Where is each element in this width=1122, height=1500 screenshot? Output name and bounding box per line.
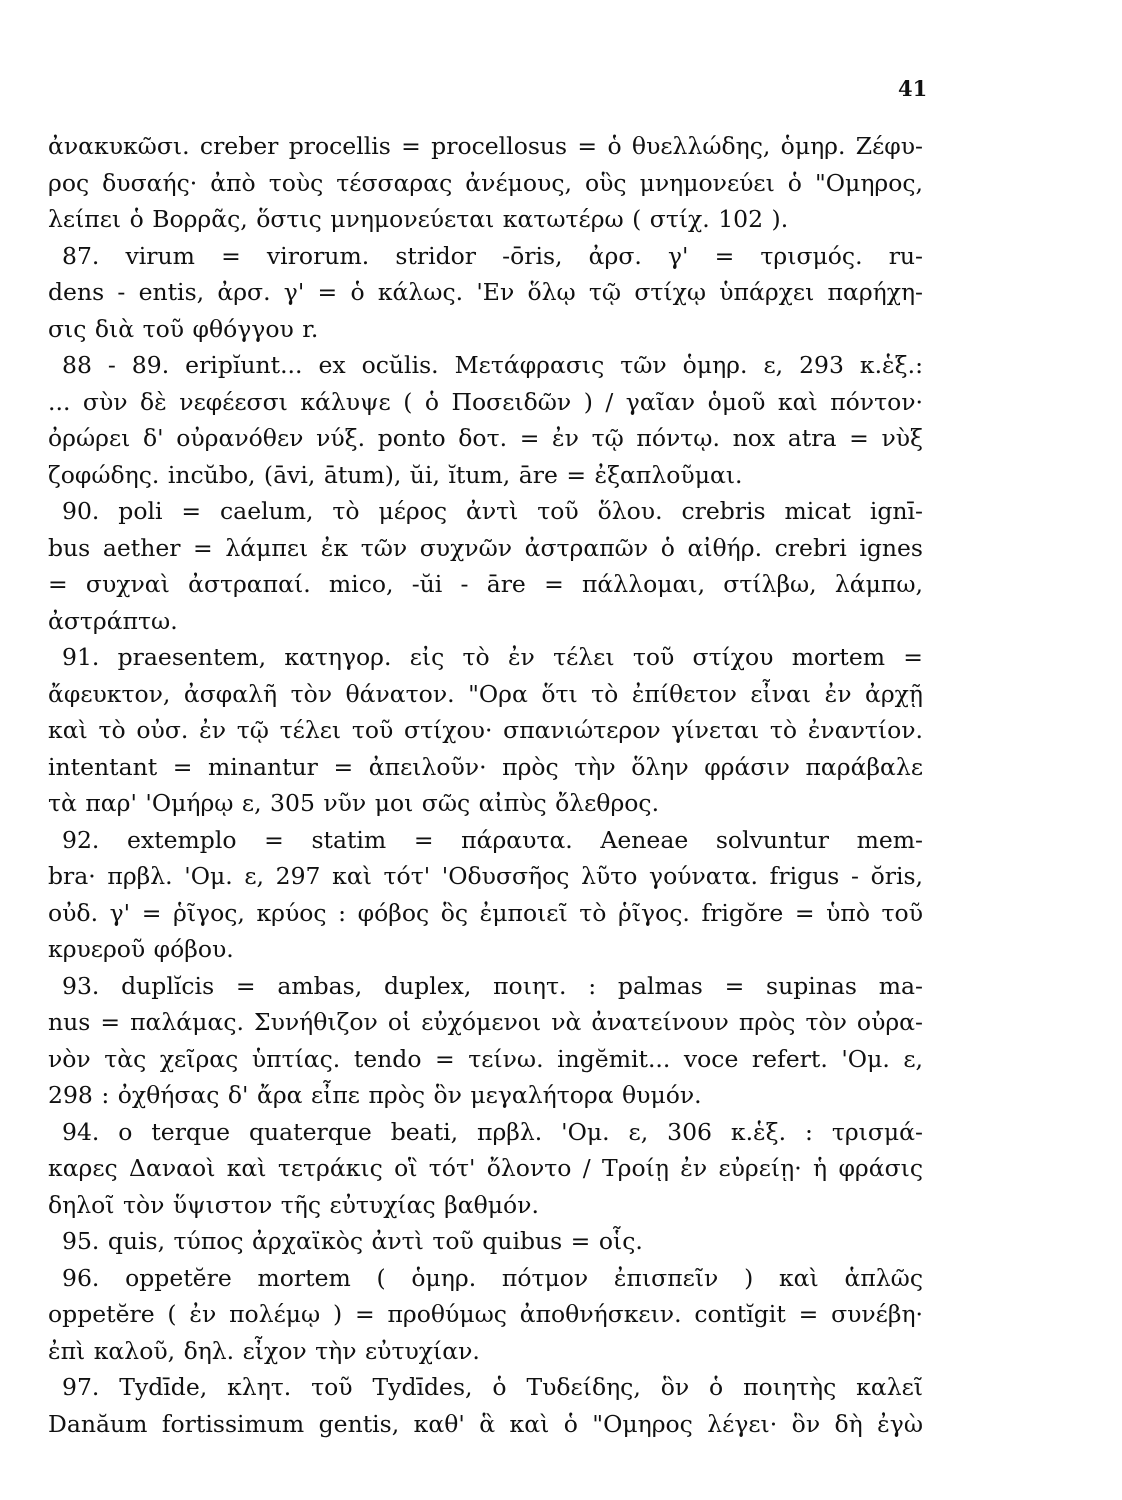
text-line: σις διὰ τοῦ φθόγγου r. <box>48 314 319 343</box>
text-line: 94. o terque quaterque beati, πρβλ. 'Ομ. ε, 306 κ.ἑξ. : τρισμά- <box>62 1117 923 1146</box>
text-line: ἀνακυκῶσι. creber procellis = procellosus = ὁ θυελλώδης, ὁμηρ. Ζέφυ- <box>48 132 923 160</box>
text-line: νὸν τὰς χεῖρας ὑπτίας. tendo = τείνω. ingĕmit... voce refert. 'Ομ. ε, <box>48 1044 923 1073</box>
text-line: 97. Tydīde, κλητ. τοῦ Tydīdes, ὁ Τυδείδης, ὃν ὁ ποιητὴς καλεῖ <box>62 1373 923 1401</box>
text-line: = συχναὶ ἀστραπαί. mico, -ŭi - āre = πάλλομαι, στίλβω, λάμπω, <box>48 570 923 598</box>
text-line: ... σὺν δὲ νεφέεσσι κάλυψε ( ὁ Ποσειδῶν ) / γαῖαν ὁμοῦ καὶ πόντον· <box>48 387 923 416</box>
text-line: 91. praesentem, κατηγορ. εἰς τὸ ἐν τέλει τοῦ στίχου mortem = <box>62 643 923 671</box>
text-line: bra· πρβλ. 'Ομ. ε, 297 καὶ τότ' 'Οδυσσῆος λῦτο γούνατα. frigus - ŏris, <box>48 862 923 890</box>
text-line: 95. quis, τύπος ἀρχαϊκὸς ἀντὶ τοῦ quibus = οἷς. <box>62 1227 643 1255</box>
text-line: 87. virum = virorum. stridor -ōris, ἀρσ. γ' = τρισμός. ru- <box>62 241 923 270</box>
text-line: λείπει ὁ Βορρᾶς, ὅστις μνημονεύεται κατωτέρω ( στίχ. 102 ). <box>48 205 789 233</box>
text-line: 92. extemplo = statim = πάραυτα. Aeneae solvuntur mem- <box>62 825 923 854</box>
text-line: 93. duplĭcis = ambas, duplex, ποιητ. : palmas = supinas ma- <box>62 971 923 1000</box>
text-line: ἀστράπτω. <box>48 606 178 635</box>
text-line: ὀρώρει δ' οὐρανόθεν νύξ. ponto δοτ. = ἐν τῷ πόντῳ. nox atra = νὺξ <box>48 424 923 452</box>
text-line: nus = παλάμας. Συνήθιζον οἱ εὐχόμενοι νὰ ἀνατείνουν πρὸς τὸν οὐρα- <box>48 1008 923 1036</box>
text-line: bus aether = λάμπει ἐκ τῶν συχνῶν ἀστραπῶν ὁ αἰθήρ. crebri ignes <box>48 533 923 562</box>
text-line: καρες Δαναοὶ καὶ τετράκις οἳ τότ' ὄλοντο / Τροίῃ ἐν εὐρείῃ· ἡ φράσις <box>48 1154 923 1182</box>
text-line: δηλοῖ τὸν ὕψιστον τῆς εὐτυχίας βαθμόν. <box>48 1190 539 1219</box>
text-line: ἐπὶ καλοῦ, δηλ. εἶχον τὴν εὐτυχίαν. <box>48 1336 480 1365</box>
text-line: κρυεροῦ φόβου. <box>48 935 234 963</box>
text-line: 88 - 89. eripĭunt... ex ocŭlis. Μετάφρασις τῶν ὁμηρ. ε, 293 κ.ἑξ.: <box>62 351 923 379</box>
text-line: intentant = minantur = ἀπειλοῦν· πρὸς τὴν ὅλην φράσιν παράβαλε <box>48 752 923 781</box>
text-line: 90. poli = caelum, τὸ μέρος ἀντὶ τοῦ ὅλου. crebris micat ignī- <box>62 497 923 525</box>
text-line: τὰ παρ' 'Ομήρῳ ε, 305 νῦν μοι σῶς αἰπὺς ὄλεθρος. <box>48 789 660 817</box>
text-line: οὐδ. γ' = ῥῖγος, κρύος : φόβος ὃς ἐμποιεῖ τὸ ῥῖγος. frigŏre = ὑπὸ τοῦ <box>48 898 923 927</box>
text-line: Danăum fortissimum gentis, καθ' ἃ καὶ ὁ "Ομηρος λέγει· ὃν δὴ ἐγὼ <box>48 1409 923 1438</box>
text-line: καὶ τὸ οὐσ. ἐν τῷ τέλει τοῦ στίχου· σπανιώτερον γίνεται τὸ ἐναντίον. <box>48 716 923 744</box>
page-number: 41 <box>898 76 928 101</box>
text-line: oppetĕre ( ἐν πολέμῳ ) = προθύμως ἀποθνήσκειν. contĭgit = συνέβη· <box>48 1300 923 1328</box>
text-line: dens - entis, ἀρσ. γ' = ὁ κάλως. 'Εν ὅλῳ τῷ στίχῳ ὑπάρχει παρήχη- <box>48 278 923 306</box>
text-line: 298 : ὀχθήσας δ' ἄρα εἶπε πρὸς ὃν μεγαλήτορα θυμόν. <box>48 1081 702 1109</box>
text-line: ἄφευκτον, ἀσφαλῆ τὸν θάνατον. "Ορα ὅτι τὸ ἐπίθετον εἶναι ἐν ἀρχῇ <box>48 679 923 708</box>
text-line: ρος δυσαής· ἀπὸ τοὺς τέσσαρας ἀνέμους, οὓς μνημονεύει ὁ "Ομηρος, <box>48 168 923 197</box>
commentary-text <box>48 128 923 1442</box>
text-line: ζοφώδης. incŭbo, (āvi, ātum), ŭi, ĭtum, āre = ἐξαπλοῦμαι. <box>48 460 743 489</box>
text-line: 96. oppetĕre mortem ( ὁμηρ. πότμον ἐπισπεῖν ) καὶ ἁπλῶς <box>62 1263 923 1292</box>
